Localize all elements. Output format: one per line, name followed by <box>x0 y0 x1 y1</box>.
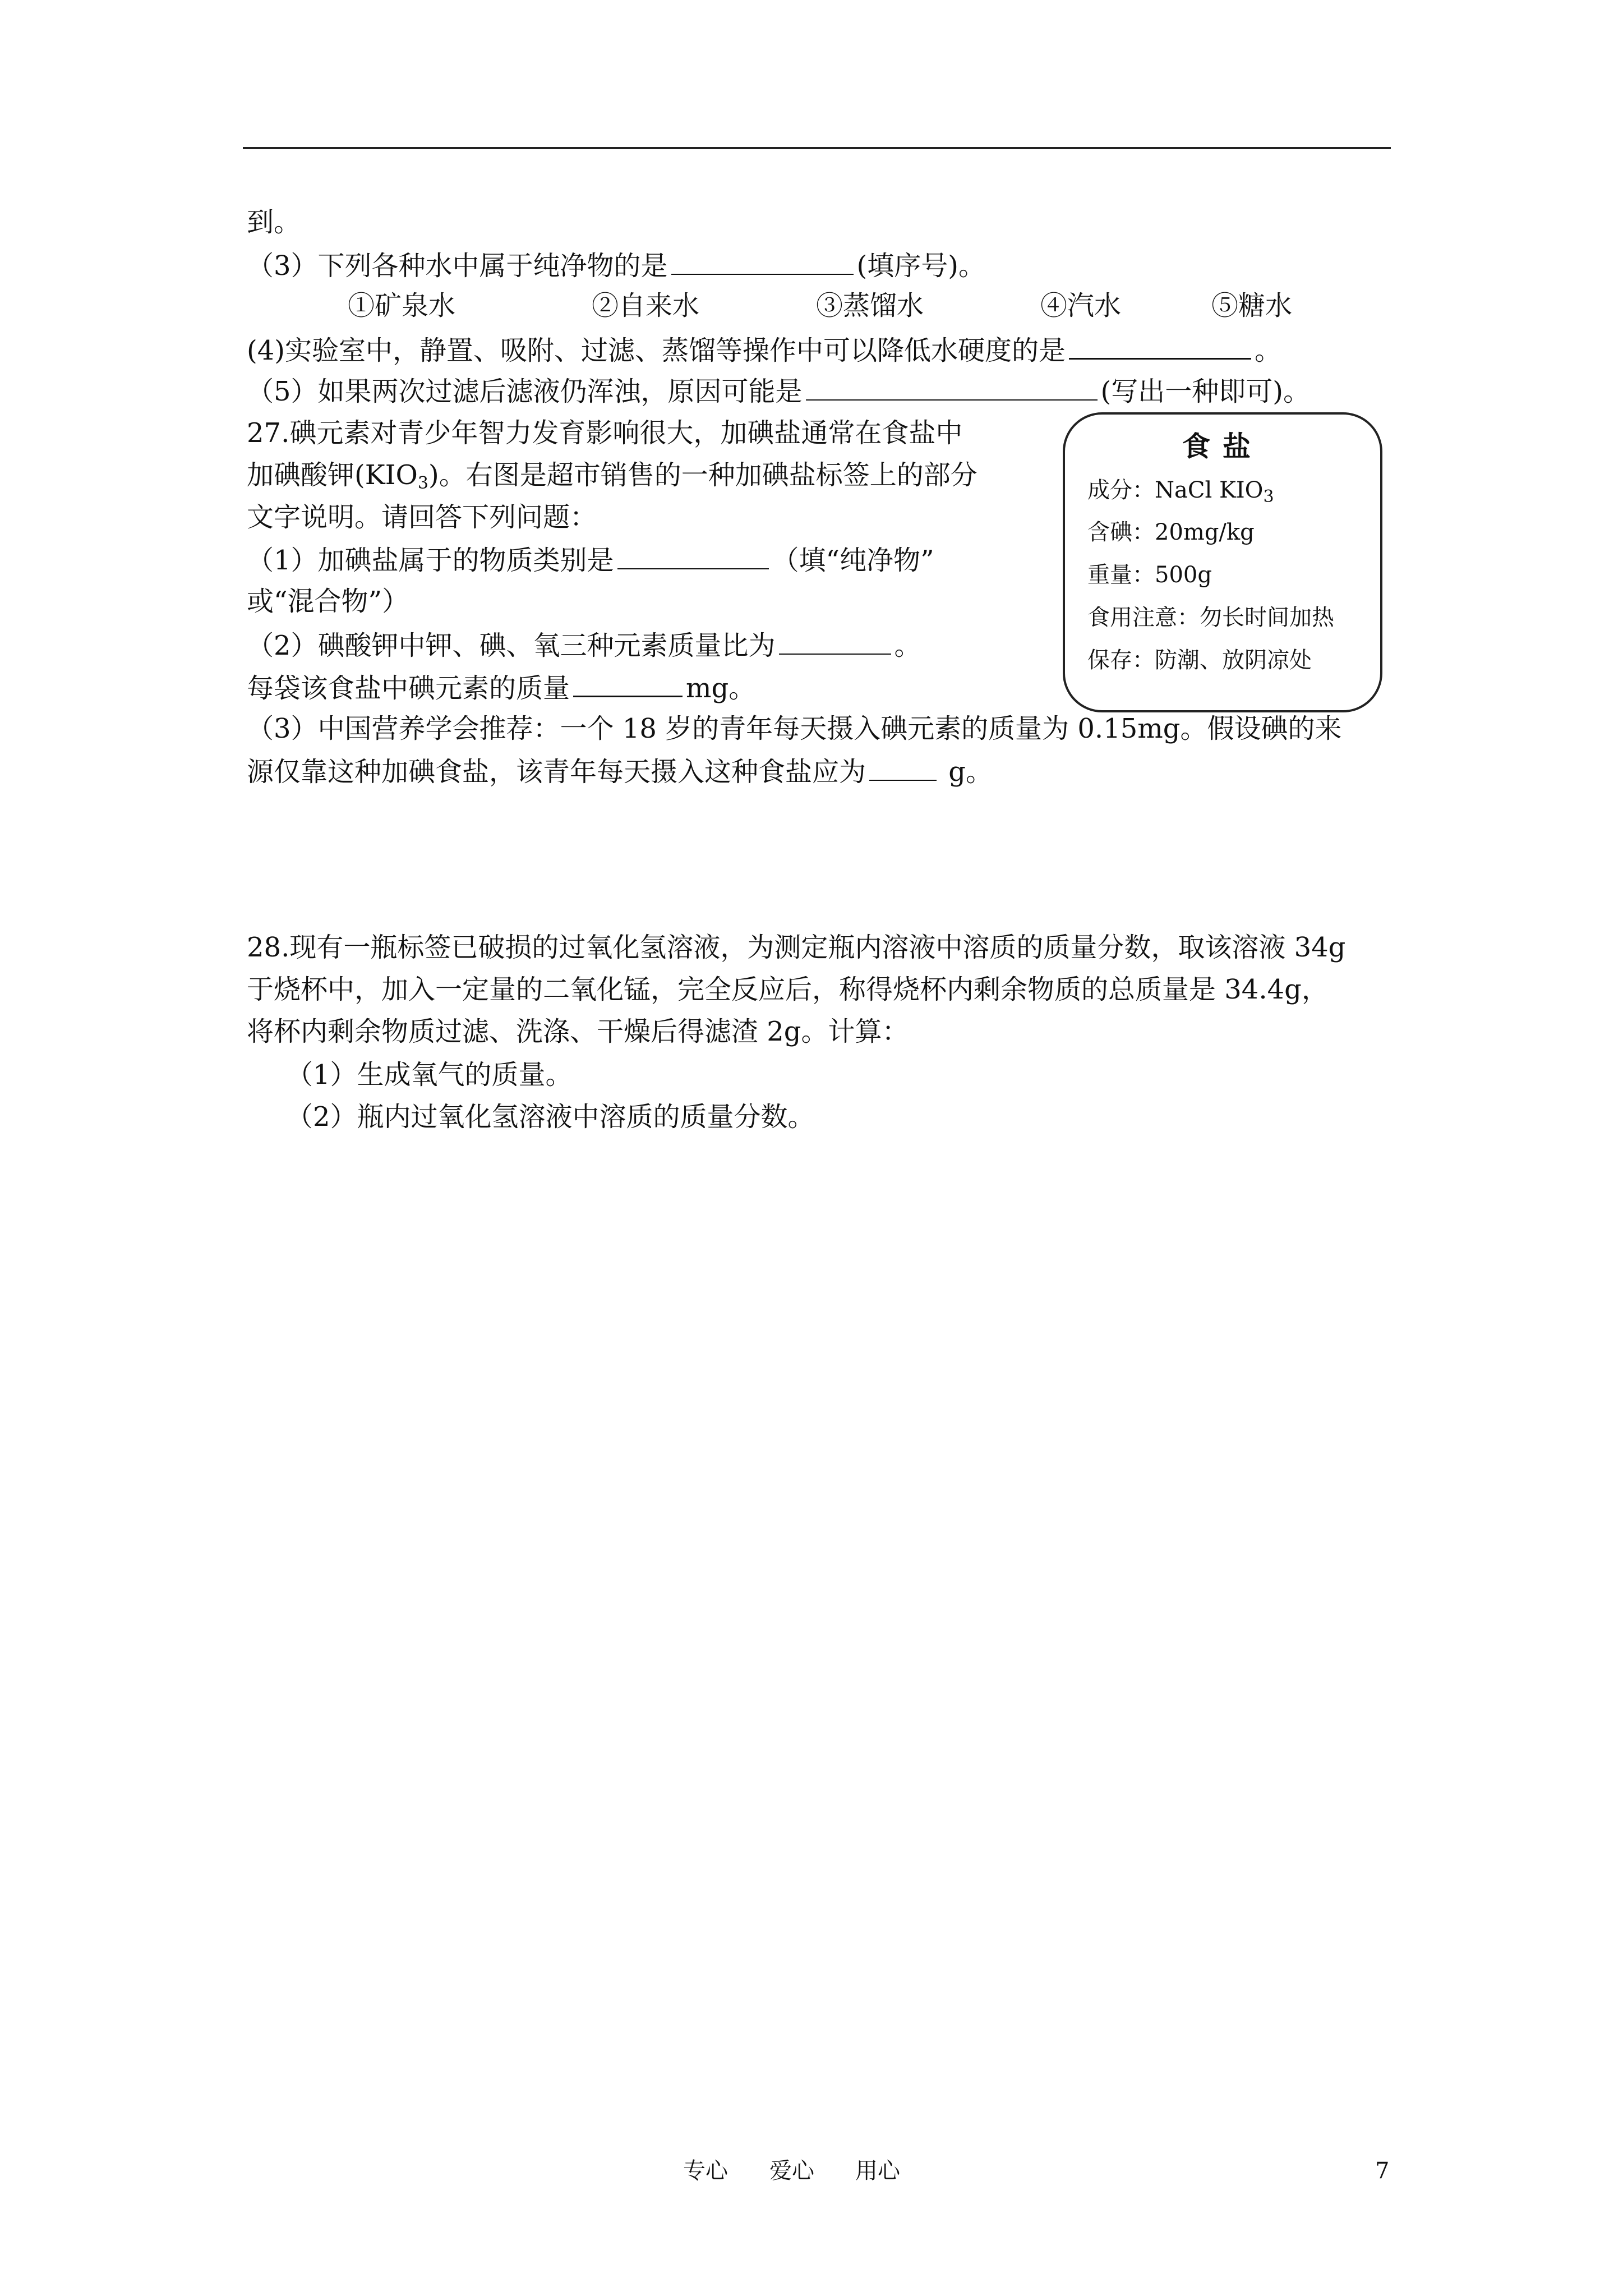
q27-part3-line1: （3）中国营养学会推荐：一个 18 岁的青年每天摄入碘元素的质量为 0.15mg。假设碘的来 <box>247 713 1342 744</box>
salt-label-storage: 保存：防潮、放阴凉处 <box>1087 647 1312 673</box>
q28-line1: 28.现有一瓶标签已破损的过氧化氢溶液，为测定瓶内溶液中溶质的质量分数，取该溶液 34g <box>247 932 1346 963</box>
page-number: 7 <box>1375 2158 1390 2184</box>
q28-part1: （1）生成氧气的质量。 <box>286 1059 573 1091</box>
q27-part2-blank[interactable] <box>779 631 891 655</box>
q28-part2: （2）瓶内过氧化氢溶液中溶质的质量分数。 <box>286 1101 815 1133</box>
q26-part4: (4)实验室中，静置、吸附、过滤、蒸馏等操作中可以降低水硬度的是 。 <box>247 335 1282 366</box>
footer-motto-3: 用心 <box>855 2158 900 2184</box>
q26-option-5: ⑤糖水 <box>1211 290 1293 321</box>
q26-part4-blank[interactable] <box>1069 335 1251 360</box>
q26-continuation: 到。 <box>247 206 301 238</box>
salt-label-title: 食盐 <box>1182 430 1263 463</box>
salt-label-caution: 食用注意：勿长时间加热 <box>1087 605 1334 631</box>
salt-label-box <box>1063 412 1382 712</box>
q27-part2b-blank[interactable] <box>573 673 683 697</box>
q26-part5-blank[interactable] <box>806 377 1098 401</box>
q27-part3-line2: 源仅靠这种加碘食盐，该青年每天摄入这种食盐应为 g。 <box>247 756 993 788</box>
q27-part1-blank[interactable] <box>617 546 769 569</box>
footer-motto-1: 专心 <box>683 2158 728 2184</box>
q27-part1: （1）加碘盐属于的物质类别是 （填“纯净物” <box>247 545 934 576</box>
q26-option-4: ④汽水 <box>1040 290 1122 321</box>
header-rule <box>243 147 1391 149</box>
q26-option-3: ③蒸馏水 <box>816 290 924 321</box>
q26-option-2: ②自来水 <box>592 290 700 321</box>
q26-part3: （3）下列各种水中属于纯净物的是 (填序号)。 <box>247 250 986 282</box>
salt-label-ingredients: 成分：NaCl $KIO_3$ <box>1087 477 1274 507</box>
q28-line2: 于烧杯中，加入一定量的二氧化锰，完全反应后，称得烧杯内剩余物质的总质量是 34.4g， <box>247 974 1329 1005</box>
q26-part5: （5）如果两次过滤后滤液仍浑浊，原因可能是 (写出一种即可)。 <box>247 376 1311 407</box>
q27-intro-line1: 27.碘元素对青少年智力发育影响很大，加碘盐通常在食盐中 <box>247 417 963 449</box>
q27-part2b: 每袋该食盐中碘元素的质量 mg。 <box>247 673 756 704</box>
salt-label-iodine: 含碘：20mg/kg <box>1087 519 1255 545</box>
q26-option-1: ①矿泉水 <box>348 290 456 321</box>
q26-part3-blank[interactable] <box>671 251 854 275</box>
q28-line3: 将杯内剩余物质过滤、洗涤、干燥后得滤渣 2g。计算： <box>247 1016 909 1047</box>
q27-intro-line3: 文字说明。请回答下列问题： <box>247 501 597 533</box>
q27-part3-blank[interactable] <box>869 757 937 781</box>
footer-motto-2: 爱心 <box>769 2158 814 2184</box>
q27-intro-line2: 加碘酸钾$(KIO_3)$。右图是超市销售的一种加碘盐标签上的部分 <box>247 459 978 493</box>
q27-part1-cont: 或“混合物”） <box>247 586 409 617</box>
q27-part2: （2）碘酸钾中钾、碘、氧三种元素质量比为 。 <box>247 630 921 661</box>
salt-label-weight: 重量：500g <box>1087 562 1212 588</box>
